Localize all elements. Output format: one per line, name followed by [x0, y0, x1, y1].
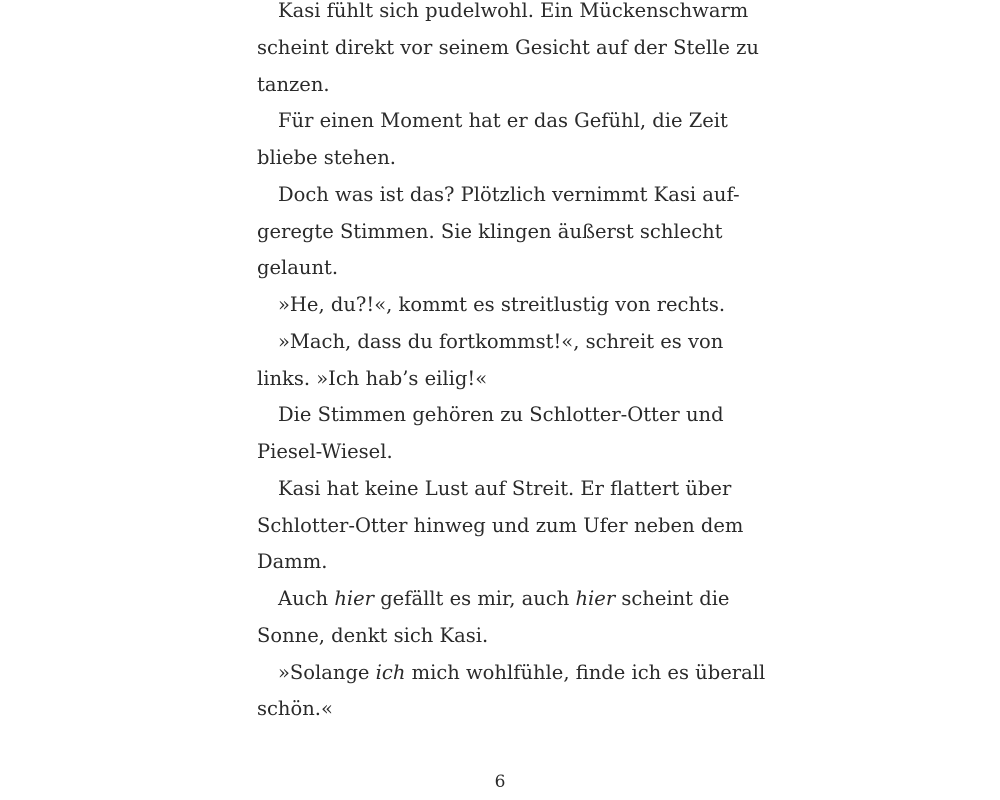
emphasis-text: hier [334, 587, 374, 610]
body-text [257, 0, 766, 728]
text-line: Schlotter-Otter hinweg und zum Ufer neben dem [257, 513, 744, 537]
text-line: Sonne, denkt sich Kasi. [257, 623, 489, 647]
text-line: Kasi hat keine Lust auf Streit. Er flattert über [278, 476, 732, 500]
text-line: links. »Ich hab’s eilig!« [257, 366, 488, 390]
text-line: geregte Stimmen. Sie klingen äußerst schlecht [257, 219, 723, 243]
text-segment: »Solange [278, 660, 376, 684]
text-line: Damm. [257, 550, 328, 574]
text-line [257, 655, 766, 692]
text-segment: gefällt es mir, auch [374, 587, 576, 610]
emphasis-text: ich [375, 660, 406, 684]
emphasis-text: hier [575, 587, 616, 610]
text-line: »Mach, dass du fortkommst!«, schreit es von [278, 329, 724, 353]
text-line: gelaunt. [257, 256, 339, 280]
text-segment: scheint die [615, 587, 730, 610]
text-line: Für einen Moment hat er das Gefühl, die Zeit [278, 109, 728, 133]
text-line: Piesel-Wiesel. [257, 440, 393, 463]
text-line [257, 581, 747, 618]
text-line: »He, du?!«, kommt es streitlustig von rechts. [278, 293, 726, 316]
text-line: Kasi fühlt sich pudelwohl. Ein Mückenschwarm [278, 0, 749, 22]
text-line: schön.« [257, 697, 333, 721]
text-line: Doch was ist das? Plötzlich vernimmt Kasi auf- [278, 182, 740, 206]
text-segment: Auch [278, 587, 335, 610]
text-line: Die Stimmen gehören zu Schlotter-Otter und [278, 403, 724, 427]
text-line: tanzen. [257, 72, 330, 96]
text-line: scheint direkt vor seinem Gesicht auf der Stelle zu [257, 35, 759, 59]
text-segment: mich wohlfühle, finde ich es überall [405, 660, 766, 684]
page-number: 6 [494, 772, 506, 792]
text-line: bliebe stehen. [257, 146, 396, 169]
